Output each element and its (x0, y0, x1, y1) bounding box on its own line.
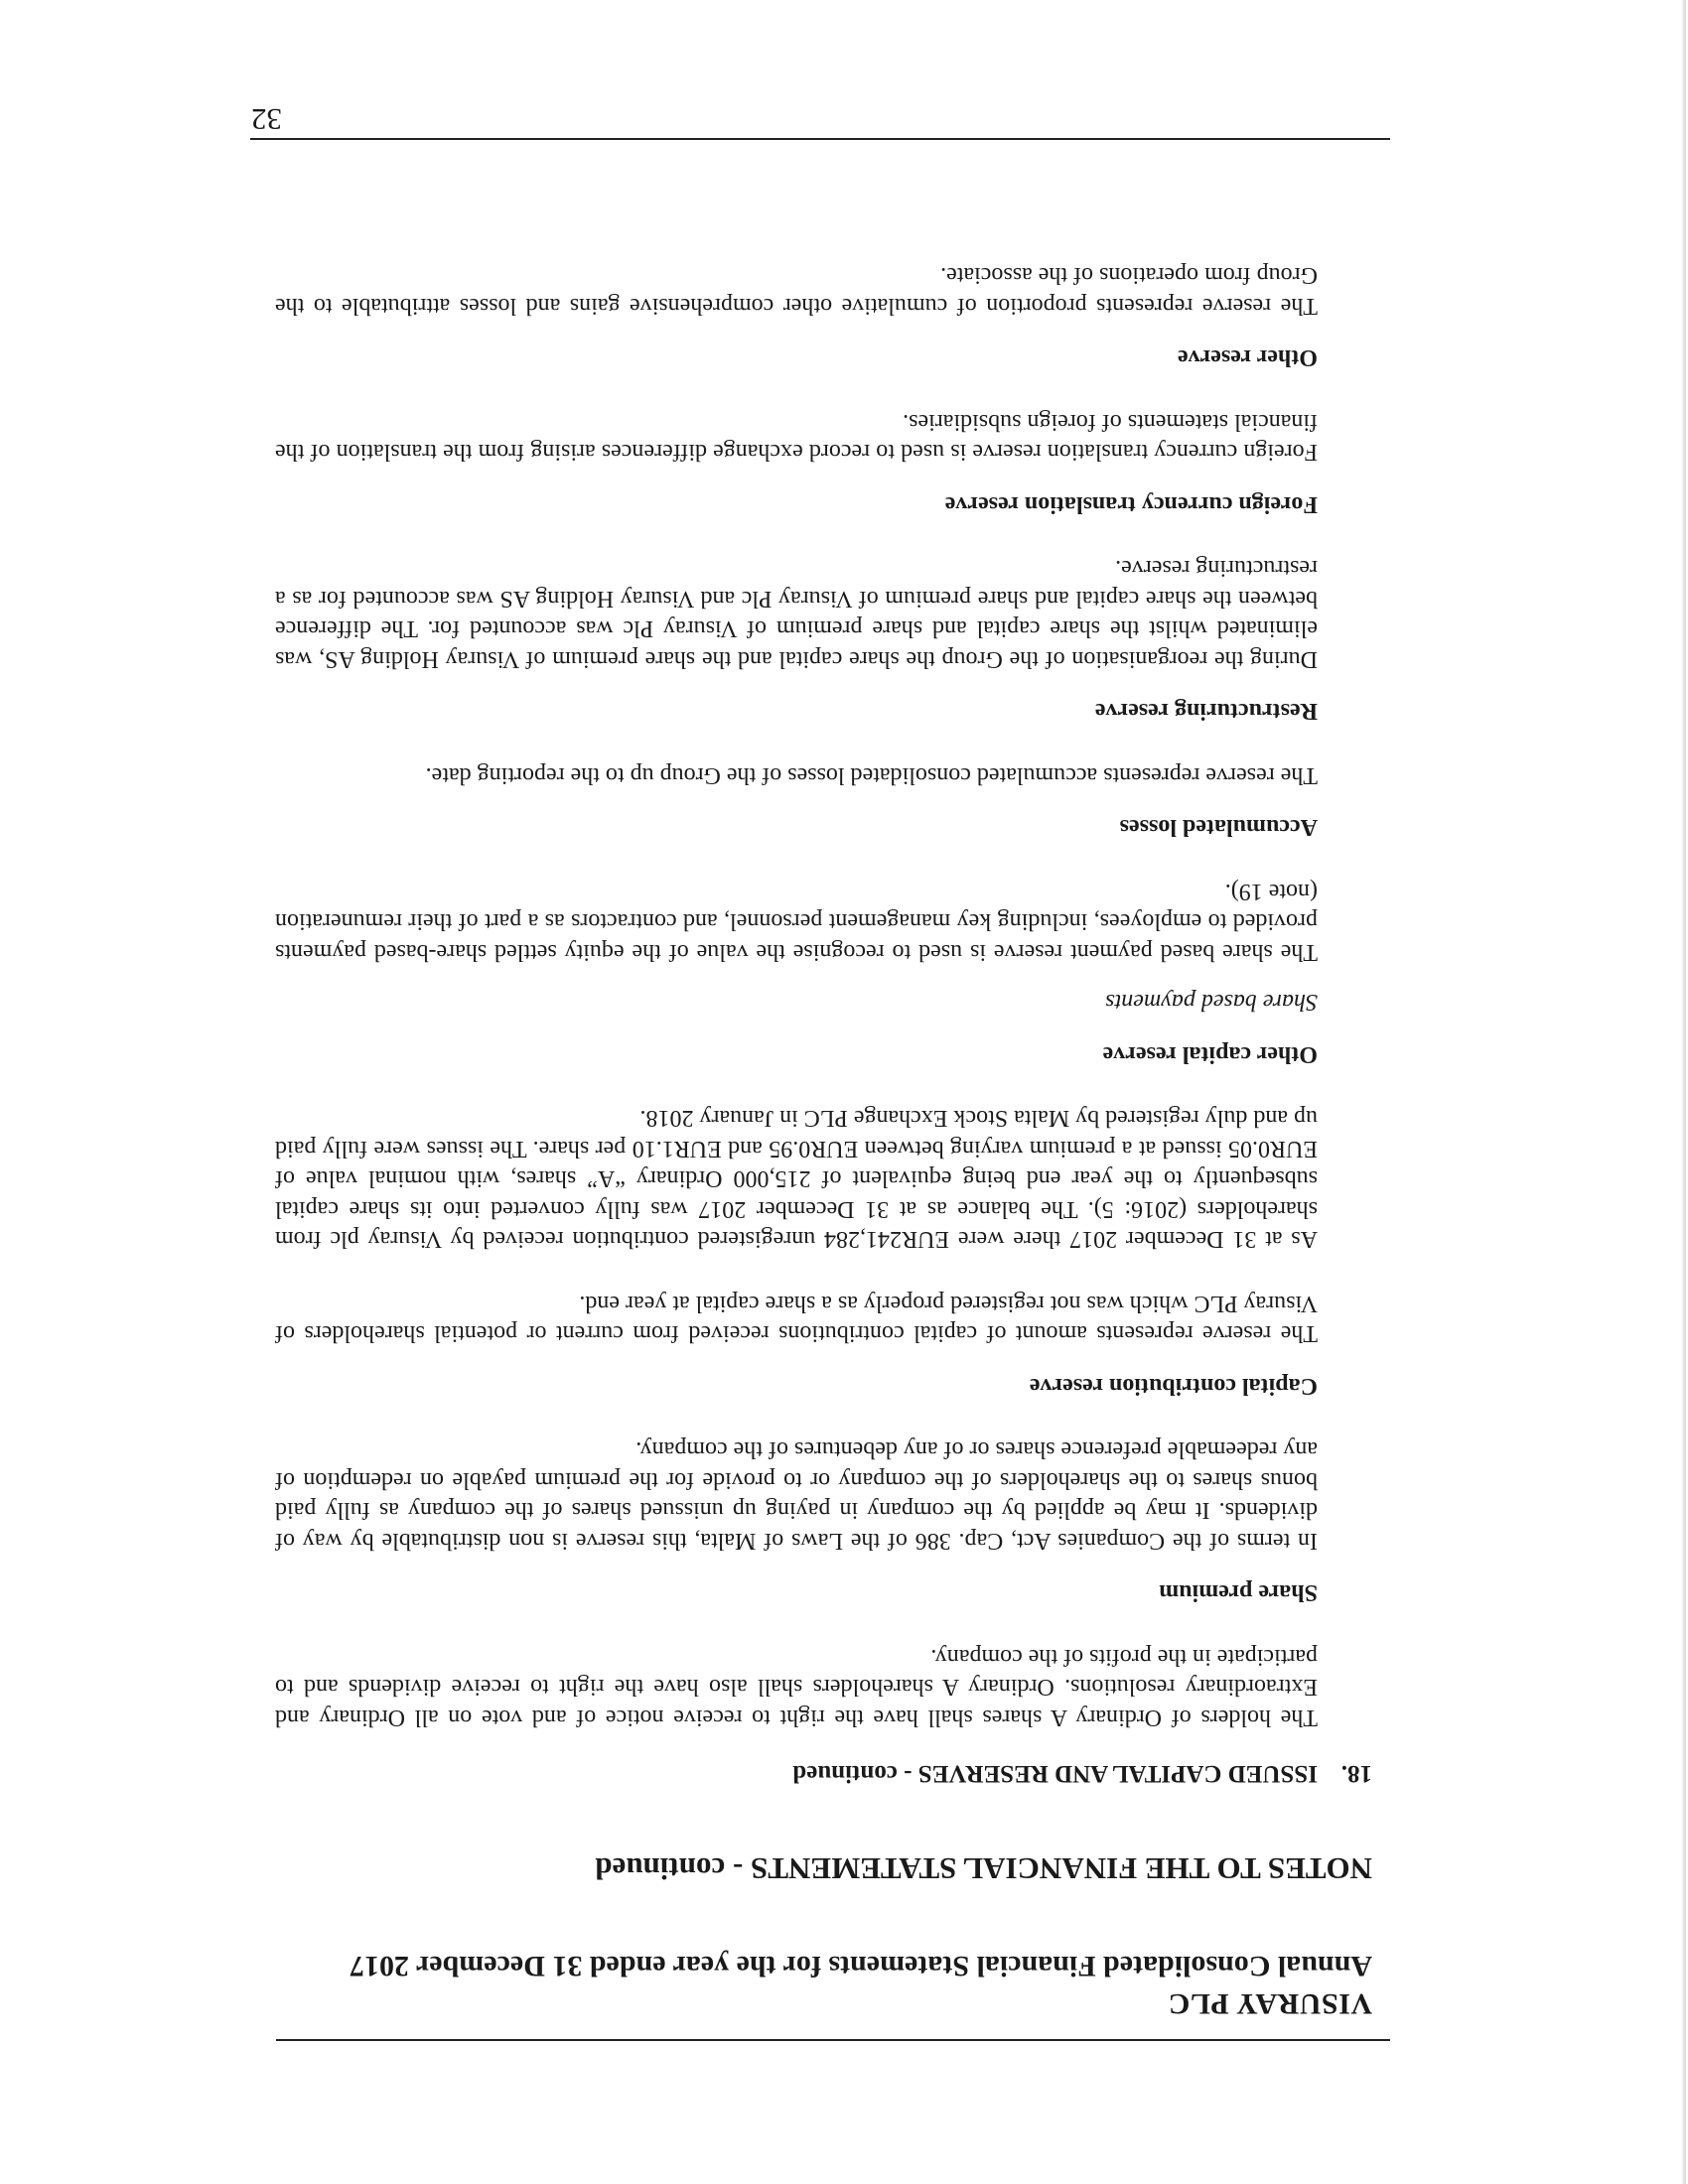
other-capital-reserve-heading: Other capital reserve (1102, 1041, 1318, 1067)
accumulated-losses-text: The reserve represents accumulated consolidated losses of the Group up to the reporting date. (425, 762, 1318, 788)
note-number: 18. (1340, 1760, 1372, 1787)
accumulated-losses-heading: Accumulated losses (1119, 814, 1318, 841)
capital-contribution-heading: Capital contribution reserve (1029, 1373, 1318, 1399)
report-title: Annual Consolidated Financial Statements for the year ended 31 December 2017 (350, 1950, 1372, 1982)
foreign-currency-reserve-heading: Foreign currency translation reserve (944, 491, 1318, 517)
capital-contribution-text-1: The reserve represents amount of capital contributions received from current or potential shareholders of Visuray PLC which was not registered properly as a share capital at year end. (275, 1291, 1318, 1347)
page-number: 32 (251, 102, 282, 137)
header-divider (276, 2039, 1390, 2041)
other-reserve-text: The reserve represents proportion of cumulative other comprehensive gains and losses attributable to the Group from operations of the associate. (275, 262, 1318, 319)
company-name: VISURAY PLC (1168, 1987, 1372, 2020)
foreign-currency-reserve-text: Foreign currency translation reserve is used to record exchange differences arising from the translation of the financial statements of foreign subsidiaries. (275, 409, 1318, 466)
note-content (275, 226, 1318, 1732)
notes-title: NOTES TO THE FINANCIAL STATEMENTS - continued (595, 1851, 1372, 1886)
share-based-payments-subheading: Share based payments (1105, 989, 1318, 1016)
scan-edge (1682, 0, 1686, 2184)
restructuring-reserve-text: During the reorganisation of the Group the share capital and the share premium of Visuray Holding AS, was eliminated whilst the share capital and share premium of Visuray Plc was accounted for. The difference between the share capital and share premium of Visuray Plc and Visuray Holding AS was accounted for as a restructuring reserve. (275, 555, 1318, 672)
capital-contribution-text-2: As at 31 December 2017 there were EUR241,284 unregistered contribution received by Visuray plc from shareholders (2016: 5). The balance as at 31 December 2017 was fully converted into its share capital subsequently to the year end being equivalent of 215,000 Ordinary “A” shares, with nominal value of EUR0.05 issued at a premium varying between EUR0.95 and EUR1.10 per share. The issues were fully paid up and duly registered by Malta Stock Exchange PLC in January 2018. (275, 1105, 1318, 1253)
other-reserve-heading: Other reserve (1177, 344, 1318, 371)
intro-paragraph: The holders of Ordinary A shares shall have the right to receive notice of and vote on all Ordinary and Extraordinary resolutions. Ordinary A shareholders shall also have the right to receive dividends and to participate in the profits of the company. (275, 1644, 1318, 1730)
footer-divider (250, 138, 1390, 140)
share-premium-heading: Share premium (1159, 1579, 1318, 1606)
restructuring-reserve-heading: Restructuring reserve (1094, 698, 1318, 725)
share-based-payments-text: The share based payment reserve is used to recognise the value of the equity settled share-based payments provided to employees, including key management personnel, and contractors as a part of their remuneration (note 19). (275, 879, 1318, 965)
share-premium-text: In terms of the Companies Act, Cap. 386 of the Laws of Malta, this reserve is non distributable by way of dividends. It may be applied by the company in paying up unissued shares of the company as fully paid bonus shares to the shareholders of the company or to provide for the premium payable on redemption of any redeemable preference shares or of any debentures of the company. (275, 1436, 1318, 1554)
note-heading: ISSUED CAPITAL AND RESERVES - continued (792, 1760, 1318, 1787)
